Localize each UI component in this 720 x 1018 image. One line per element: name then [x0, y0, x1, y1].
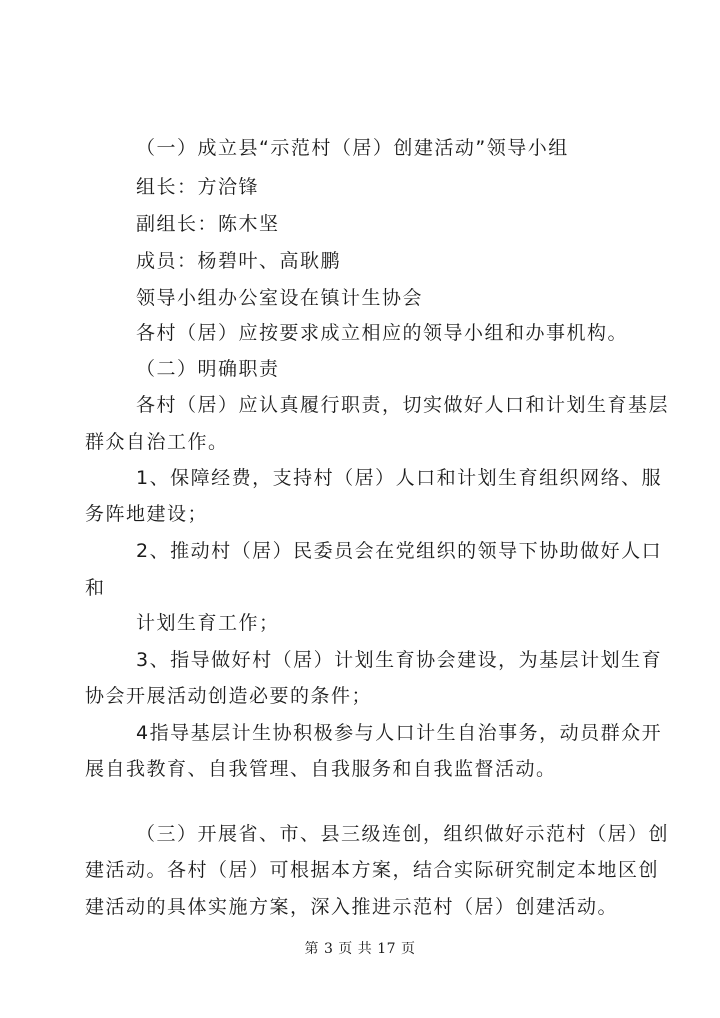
section-heading-2: （二）明确职责	[136, 358, 280, 380]
list-item-3: 3、指导做好村（居）计划生育协会建设，为基层计划生育	[136, 649, 663, 671]
section-heading-3: （三）开展省、市、县三级连创，组织做好示范村（居）创	[136, 823, 670, 845]
paragraph-line: 建活动的具体实施方案，深入推进示范村（居）创建活动。	[85, 896, 619, 918]
leader-line: 组长：方洽锋	[136, 176, 260, 198]
list-item-1: 1、保障经费，支持村（居）人口和计划生育组织网络、服	[136, 467, 663, 489]
page-number: 第 3 页 共 17 页	[304, 941, 416, 957]
office-line: 领导小组办公室设在镇计生协会	[136, 287, 424, 309]
paragraph-line: 各村（居）应认真履行职责，切实做好人口和计划生育基层	[136, 394, 670, 416]
paragraph-line: 群众自治工作。	[85, 431, 229, 453]
list-item-4-cont: 展自我教育、自我管理、自我服务和自我监督活动。	[85, 758, 557, 780]
list-item-2-cont: 计划生育工作；	[136, 612, 280, 634]
list-item-4: 4指导基层计生协积极参与人口计生自治事务，动员群众开	[136, 722, 663, 744]
list-item-2-cont: 和	[85, 577, 106, 599]
paragraph-line: 建活动。各村（居）可根据本方案，结合实际研究制定本地区创	[85, 859, 660, 881]
list-item-2: 2、推动村（居）民委员会在党组织的领导下协助做好人口	[136, 540, 663, 562]
members-line: 成员：杨碧叶、高耿鹏	[136, 250, 342, 272]
deputy-leader-line: 副组长：陈木坚	[136, 213, 280, 235]
section-heading-1: （一）成立县“示范村（居）创建活动”领导小组	[136, 137, 569, 159]
list-item-3-cont: 协会开展活动创造必要的条件；	[85, 685, 373, 707]
list-item-1-cont: 务阵地建设；	[85, 503, 209, 525]
paragraph-line: 各村（居）应按要求成立相应的领导小组和办事机构。	[136, 322, 629, 344]
